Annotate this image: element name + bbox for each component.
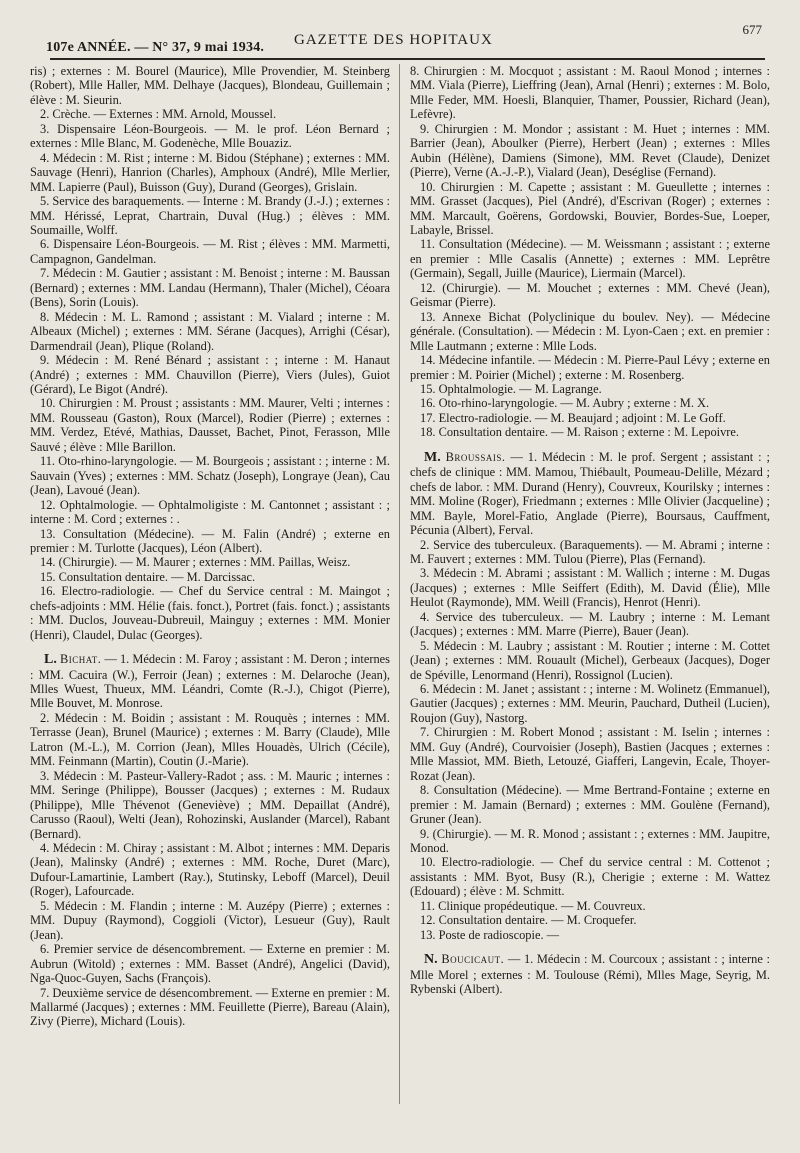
hospital-name: Broussais. bbox=[445, 449, 506, 464]
service-entry: 14. (Chirurgie). — M. Maurer ; externes : MM. Paillas, Weisz. bbox=[40, 555, 351, 570]
hospital-section bbox=[410, 450, 770, 538]
service-entry: 10. Chirurgien : M. Capette ; assistant : M. Gueullette ; internes : MM. Grasset (Jacques), Piel (André), d'Escrivan (Roger) ; externes : MM. Marcault, Goërens, Gordowski, Bouvier, Bordes-Sue, Loeper, Labayle, Brissel. bbox=[410, 179, 770, 237]
service-entry: 5. Médecin : M. Laubry ; assistant : M. Routier ; interne : M. Cottet (Jean) ; externes : MM. Rouault (Michel), Gerbeaux (Jacques), Doger de Spéville, Lenormand (Henri), Rossignol (Lucien). bbox=[410, 638, 770, 682]
service-entry: 15. Ophtalmologie. — M. Lagrange. bbox=[420, 381, 602, 396]
service-entry: 4. Médecin : M. Rist ; interne : M. Bidou (Stéphane) ; externes : MM. Sauvage (Henri), Hanrion (Charles), Amphoux (André), Mlle Merlier, MM. Lapierre (Paul), Buisson (Guy), Durand (Georges), Grislain. bbox=[30, 150, 390, 194]
header-rule bbox=[50, 58, 765, 60]
service-entry: 10. Chirurgien : M. Proust ; assistants : MM. Maurer, Velti ; internes : MM. Rousseau (Gaston), Roux (Marcel), Rodier (Pierre) ; externes : MM. Verdez, Etévé, Mathias, Dausset, Bachet, Pinot, Ferasson, Mlle Sauvé ; élève : Mlle Barillon. bbox=[30, 396, 390, 454]
page-number: 677 bbox=[742, 22, 762, 37]
hospital-name: Boucicaut. bbox=[441, 952, 505, 967]
service-entry: 2. Crèche. — Externes : MM. Arnold, Moussel. bbox=[40, 107, 277, 122]
service-entry: 12. Ophtalmologie. — Ophtalmoligiste : M. Cantonnet ; assistant : ; interne : M. Cord ; externes : . bbox=[30, 497, 390, 527]
service-entry: 3. Médecin : M. Pasteur-Vallery-Radot ; ass. : M. Mauric ; internes : MM. Seringe (Philippe), Bousser (Jacques) ; externes : M. Rudaux (Philippe), Mlle Thévenot (Geneviève) ; MM. Depaillat (André), Carusso (Raoul), Welti (Jean), Rohozinski, Auslander (Marcel), Rabant (Bernard). bbox=[30, 768, 390, 841]
page-header bbox=[34, 22, 764, 62]
service-entry: 18. Consultation dentaire. — M. Raison ; externe : M. Lepoivre. bbox=[420, 425, 739, 440]
section-text: — 1. Médecin : M. le prof. Sergent ; assistant : ; chefs de clinique : MM. Mamou, Thiébault, Poumeau-Delille, Mézard ; chefs de labor. : MM. Durand (Henry), Couvreux, Kourilsky ; internes : MM. Moline (Roger), Friedmann ; externes : Mlle Olivier (Jacqueline) ; MM. Bayle, Morel-Fatio, Anglade (Pierre), Boursaus, Cauffment, Pécunia (Albert), Ferval. bbox=[410, 449, 770, 538]
hospital-section bbox=[410, 952, 770, 996]
service-entry: 5. Médecin : M. Flandin ; interne : M. Auzépy (Pierre) ; externes : MM. Dupuy (Raymond), Coggioli (Victor), Lesueur (Guy), Rault (Jean). bbox=[30, 898, 390, 942]
hospital-name: Bichat. bbox=[59, 652, 102, 667]
service-entry: 9. Médecin : M. René Bénard ; assistant : ; interne : M. Hanaut (André) ; externes : MM. Chauvillon (Pierre), Viers (Jules), Guiot (Gérard), Le Bigot (André). bbox=[30, 353, 390, 396]
journal-title: GAZETTE DES HOPITAUX bbox=[294, 32, 493, 48]
service-entry: 7. Chirurgien : M. Robert Monod ; assistant : M. Iselin ; internes : MM. Guy (André), Courvoisier (Joseph), Bastien (Jacques ; externes : Mlle Massiot, MM. Bieth, Letouzé, Giafferi, Langevin, Ecale, Thoyer-Rozat (Jean). bbox=[410, 725, 770, 783]
service-entry: 12. Consultation dentaire. — M. Croquefer. bbox=[420, 913, 637, 928]
service-entry: 13. Consultation (Médecine). — M. Falin (André) ; externe en premier : M. Turlotte (Jacques), Léon (Albert). bbox=[30, 526, 390, 555]
section-text: — 1. Médecin : M. Faroy ; assistant : M. Deron ; internes : MM. Cacuira (W.), Ferroir (Jean) ; externes : M. Delaroche (Jean), Mlles Wuest, Thueux, MM. Léandri, Comte (R.-J.), Chigot (Pierre), Mlle Bouvet, M. Monrose. bbox=[30, 652, 390, 711]
section-letter: N. bbox=[424, 952, 438, 968]
service-entry: 12. (Chirurgie). — M. Mouchet ; externes : MM. Chevé (Jean), Geismar (Pierre). bbox=[410, 280, 770, 310]
service-entry: ris) ; externes : M. Bourel (Maurice), Mlle Provendier, M. Steinberg (Robert), Mlle Haller, MM. Delhaye (Jacques), Blondeau, Guillemain ; élève : M. Sieurin. bbox=[30, 64, 390, 107]
service-entry: 3. Dispensaire Léon-Bourgeois. — M. le prof. Léon Bernard ; externes : Mlle Blanc, M. Godenèche, Mlle Bouaziz. bbox=[30, 121, 390, 151]
service-entry: 13. Poste de radioscopie. — bbox=[420, 927, 560, 942]
service-entry: 6. Premier service de désencombrement. — Externe en premier : M. Aubrun (Witold) ; externes : MM. Basset (André), Angelici (David), Nga-Quoc-Guyen, Sachs (François). bbox=[30, 942, 390, 986]
service-entry: 7. Médecin : M. Gautier ; assistant : M. Benoist ; interne : M. Baussan (Bernard) ; externes : MM. Landau (Hermann), Thaler (Michel), Céoara (Bens), Sorin (Louis). bbox=[30, 266, 390, 310]
service-entry: 4. Médecin : M. Chiray ; assistant : M. Albot ; internes : MM. Deparis (Jean), Malinsky (André) ; externes : MM. Roche, Duret (Marc), Dufour-Lamartinie, Lambert (Ray.), Stutinsky, Leboff (Marcel), Deuil (Roger), Lafourcade. bbox=[30, 841, 390, 899]
service-entry: 8. Chirurgien : M. Mocquot ; assistant : M. Raoul Monod ; internes : MM. Viala (Pierre), Lieffring (Jean), Arnal (Henri) ; externes : M. Bolo, Mlle Feder, MM. Hoesli, Blanquier, Thamer, Poussier, Richard (Jean), Lefèvre). bbox=[410, 64, 770, 122]
service-entry: 8. Médecin : M. L. Ramond ; assistant : M. Vialard ; interne : M. Albeaux (Michel) ; externes : MM. Sérane (Jacques), Arrighi (César), Darmendrail (Jean), Plique (Roland). bbox=[30, 309, 390, 353]
service-entry: 2. Médecin : M. Boidin ; assistant : M. Rouquès ; internes : MM. Terrasse (Jean), Brunel (Maurice) ; externes : M. Barry (Claude), Mlle Latron (M.-L.), M. Corrion (Jean), Mlles Houadès, Ulrich (Cécile), MM. Feinmann (Martin), Coutin (J.-Marie). bbox=[30, 710, 390, 769]
left-column bbox=[30, 64, 390, 1029]
service-entry: 6. Médecin : M. Janet ; assistant : ; interne : M. Wolinetz (Emmanuel), Gautier (Jacques) ; externes : MM. Meurin, Pauchard, Dutheil (Lucien), Roujon (Guy), Nastorg. bbox=[410, 682, 770, 725]
service-entry: 13. Annexe Bichat (Polyclinique du boulev. Ney). — Médecine générale. (Consultation). — Médecin : M. Lyon-Caen ; ext. en premier : Mlle Lautmann ; externe : Mlle Lods. bbox=[410, 309, 770, 353]
service-entry: 16. Oto-rhino-laryngologie. — M. Aubry ; externe : M. X. bbox=[420, 396, 710, 411]
service-entry: 17. Electro-radiologie. — M. Beaujard ; adjoint : M. Le Goff. bbox=[420, 410, 726, 425]
service-entry: 2. Service des tuberculeux. (Baraquements). — M. Abrami ; interne : M. Fauvert ; externes : MM. Tulou (Pierre), Plas (Fernand). bbox=[410, 537, 770, 566]
service-entry: 3. Médecin : M. Abrami ; assistant : M. Wallich ; interne : M. Dugas (Jacques) ; externes : Mlle Seiffert (Edith), M. David (Élie), Mlle Heulot (Raymonde), MM. Weill (Francis), Henrot (Henri). bbox=[410, 566, 770, 610]
service-entry: 8. Consultation (Médecine). — Mme Bertrand-Fontaine ; externe en premier : M. Jamain (Bernard) ; externes : MM. Goulène (Fernand), Gruner (Jean). bbox=[410, 783, 770, 827]
section-text: — 1. Médecin : M. Courcoux ; assistant : ; interne : Mlle Morel ; externes : M. Toulouse (Rémi), Mlles Mage, Seyrig, M. Rybenski (Albert). bbox=[410, 952, 770, 997]
service-entry: 14. Médecine infantile. — Médecin : M. Pierre-Paul Lévy ; externe en premier : M. Poirier (Michel) ; externe : M. Rosenberg. bbox=[410, 353, 770, 382]
service-entry: 5. Service des baraquements. — Interne : M. Brandy (J.-J.) ; externes : MM. Hérissé, Leprat, Chartrain, Duval (Hug.) ; élèves : MM. Soumaille, Wolff. bbox=[30, 194, 390, 237]
hospital-section bbox=[30, 652, 390, 711]
issue-line: 107e ANNÉE. — N° 37, 9 mai 1934. bbox=[46, 40, 265, 55]
service-entry: 11. Clinique propédeutique. — M. Couvreux. bbox=[420, 898, 646, 913]
service-entry: 15. Consultation dentaire. — M. Darcissac. bbox=[40, 569, 256, 584]
section-letter: L. bbox=[44, 652, 57, 668]
service-entry: 7. Deuxième service de désencombrement. — Externe en premier : M. Mallarmé (Jacques) ; externes : MM. Feuillette (Pierre), Bareau (Alain), Zivy (Pierre), Michard (Louis). bbox=[30, 985, 390, 1029]
service-entry: 4. Service des tuberculeux. — M. Laubry ; interne : M. Lemant (Jacques) ; externes : MM. Marre (Pierre), Bauer (Jean). bbox=[410, 609, 770, 639]
column-divider bbox=[399, 64, 400, 1104]
service-entry: 16. Electro-radiologie. — Chef du Service central : M. Maingot ; chefs-adjoints : MM. Hélie (fais. fonct.), Portret (fais. fonct.) ; assistants : MM. Duclos, Jouveau-Dubreuil, Mainguy ; externes : MM. Monier (Henri), Claudel, Dulac (Georges). bbox=[30, 584, 390, 642]
service-entry: 9. Chirurgien : M. Mondor ; assistant : M. Huet ; internes : MM. Barrier (Jean), Aboulker (Pierre), Herbert (Jean) ; externes : Mlles Aubin (Hélène), Damiens (Simone), MM. Revet (Claude), Denizet (Pierre), Verne (A.-J.-P.), Vialard (Jean), Deséglise (Fernand). bbox=[410, 121, 770, 180]
right-column bbox=[410, 64, 770, 997]
service-entry: 6. Dispensaire Léon-Bourgeois. — M. Rist ; élèves : MM. Marmetti, Campagnon, Gandelman. bbox=[30, 237, 390, 266]
service-entry: 11. Oto-rhino-laryngologie. — M. Bourgeois ; assistant : ; interne : M. Sauvain (Yves) ; externes : MM. Schatz (Joseph), Longraye (Jean), Cau (Jean), Lavoué (Jean). bbox=[30, 454, 390, 498]
service-entry: 11. Consultation (Médecine). — M. Weissmann ; assistant : ; externe en premier : Mlle Casalis (Annette) ; externes : MM. Leprêtre (Germain), Segall, Juille (Maurice), Liermain (Marcel). bbox=[410, 237, 770, 281]
service-entry: 9. (Chirurgie). — M. R. Monod ; assistant : ; externes : MM. Jaupitre, Monod. bbox=[410, 826, 770, 856]
section-letter: M. bbox=[424, 449, 441, 465]
service-entry: 10. Electro-radiologie. — Chef du service central : M. Cottenot ; assistants : MM. Byot, Busy (R.), Cherigie ; externe : M. Wattez (Edouard) ; élève : M. Schmitt. bbox=[410, 855, 770, 899]
